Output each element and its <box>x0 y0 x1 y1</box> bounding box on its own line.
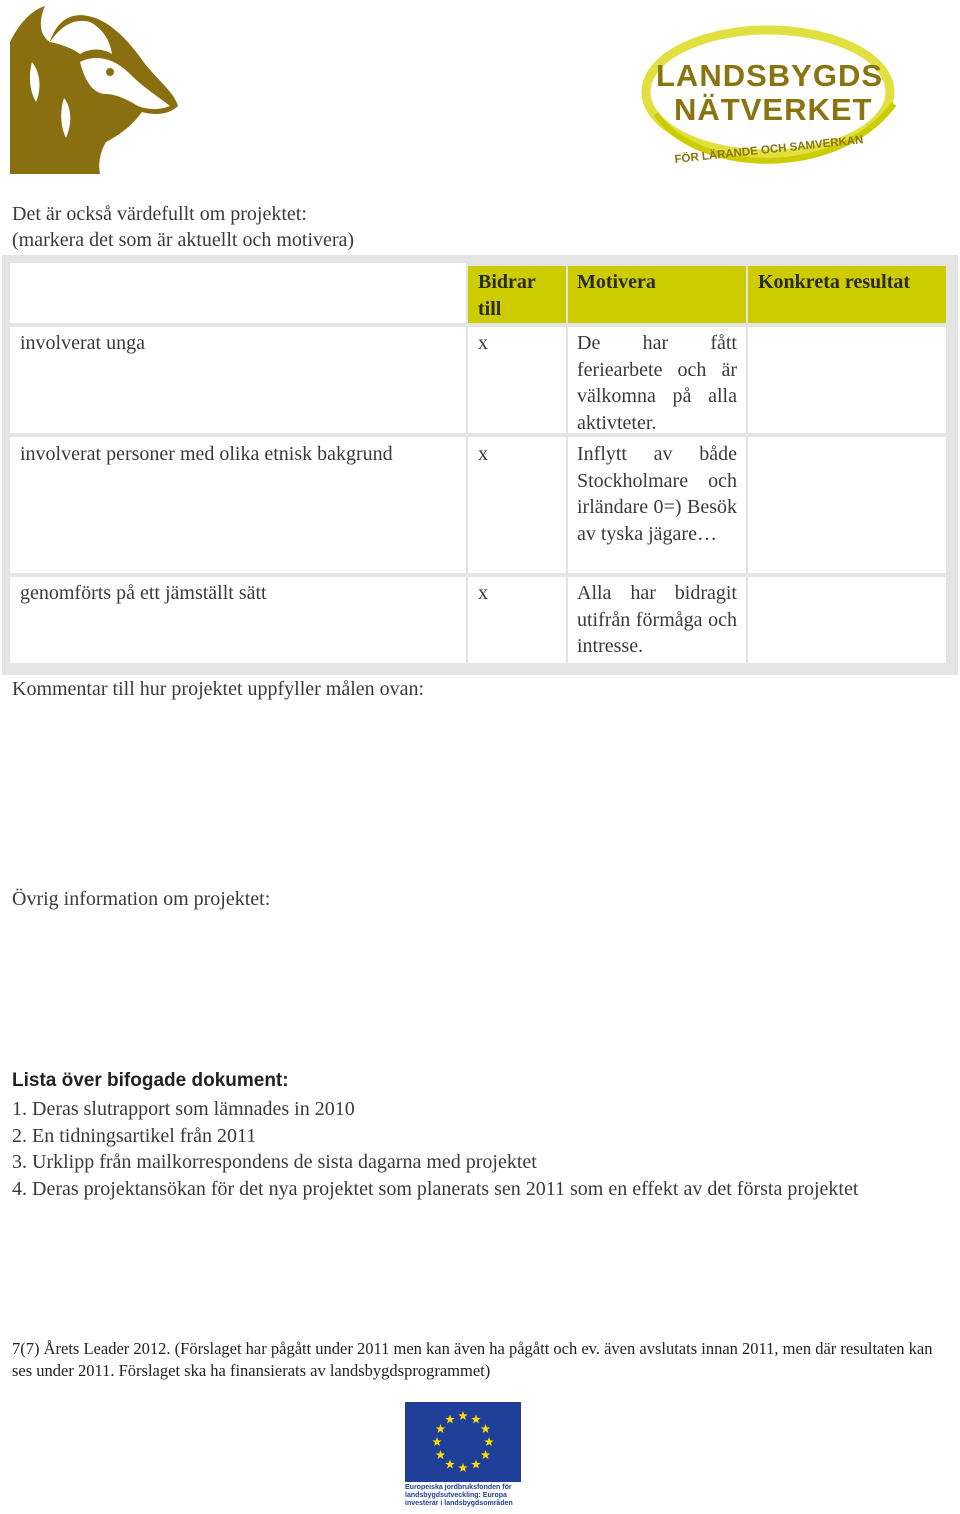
logo-word-landsbygds: LANDSBYGDS <box>656 58 884 93</box>
logo-word-natverket: NÄTVERKET <box>674 92 873 127</box>
intro-line-2: (markera det som är aktuellt och motivera) <box>12 229 355 251</box>
comment-label: Kommentar till hur projektet uppfyller målen ovan: <box>12 678 425 700</box>
list-item: 3. Urklipp från mailkorrespondens de sista dagarna med projektet <box>12 1151 537 1173</box>
header-bidrar: Bidrar till <box>478 271 536 320</box>
landsbygdsnatverket-logo <box>636 14 906 182</box>
other-info-label: Övrig information om projektet: <box>12 888 271 910</box>
row3-resultat-cell <box>748 577 946 663</box>
documents-title: Lista över bifogade dokument: <box>12 1070 289 1091</box>
documents-list <box>12 1096 942 1202</box>
list-item: 4. Deras projektansökan för det nya projektet som planerats sen 2011 som en effekt av det första projektet <box>12 1177 859 1200</box>
criteria-table <box>2 255 958 675</box>
intro-line-1: Det är också värdefullt om projektet: <box>12 203 307 225</box>
row1-label: involverat unga <box>20 332 145 354</box>
row1-bidrar: x <box>478 332 488 354</box>
row2-label: involverat personer med olika etnisk bakgrund <box>20 443 393 465</box>
header-konkreta-resultat: Konkreta resultat <box>758 271 911 293</box>
list-item: 2. En tidningsartikel från 2011 <box>12 1124 257 1147</box>
row2-motivera: Inflytt av både Stockholmare och irländare 0=) Besök av tyska jägare… <box>577 443 737 545</box>
eu-caption: Europeiska jordbruksfonden för landsbygdsutveckling: Europa investerar i landsbygdsområden <box>405 1484 513 1507</box>
footer-note: 7(7) Årets Leader 2012. (Förslaget har pågått under 2011 men kan även ha pågått och ev. även avslutats innan 2011, men där resultaten kan ses under 2011. Förslaget ska ha finansierats av landsbygdsprogrammet) <box>12 1339 933 1380</box>
logo-slogan: FÖR LÄRANDE OCH SAMVERKAN <box>674 134 864 166</box>
header-motivera: Motivera <box>577 271 656 293</box>
row3-motivera: Alla har bidragit utifrån förmåga och intresse. <box>577 582 737 657</box>
goat-logo <box>10 2 180 174</box>
row1-resultat-cell <box>748 327 946 433</box>
row2-bidrar: x <box>478 443 488 465</box>
row2-resultat-cell <box>748 437 946 573</box>
row1-motivera: De har fått feriearbete och är välkomna på alla aktivteter. <box>577 332 737 434</box>
list-item: 1. Deras slutrapport som lämnades in 2010 <box>12 1098 355 1120</box>
row3-bidrar: x <box>478 582 488 604</box>
row3-label: genomförts på ett jämställt sätt <box>20 582 267 604</box>
header-blank-cell <box>10 263 466 323</box>
eu-flag-logo <box>405 1402 521 1512</box>
eu-flag <box>405 1402 521 1482</box>
intro-text <box>12 201 712 253</box>
